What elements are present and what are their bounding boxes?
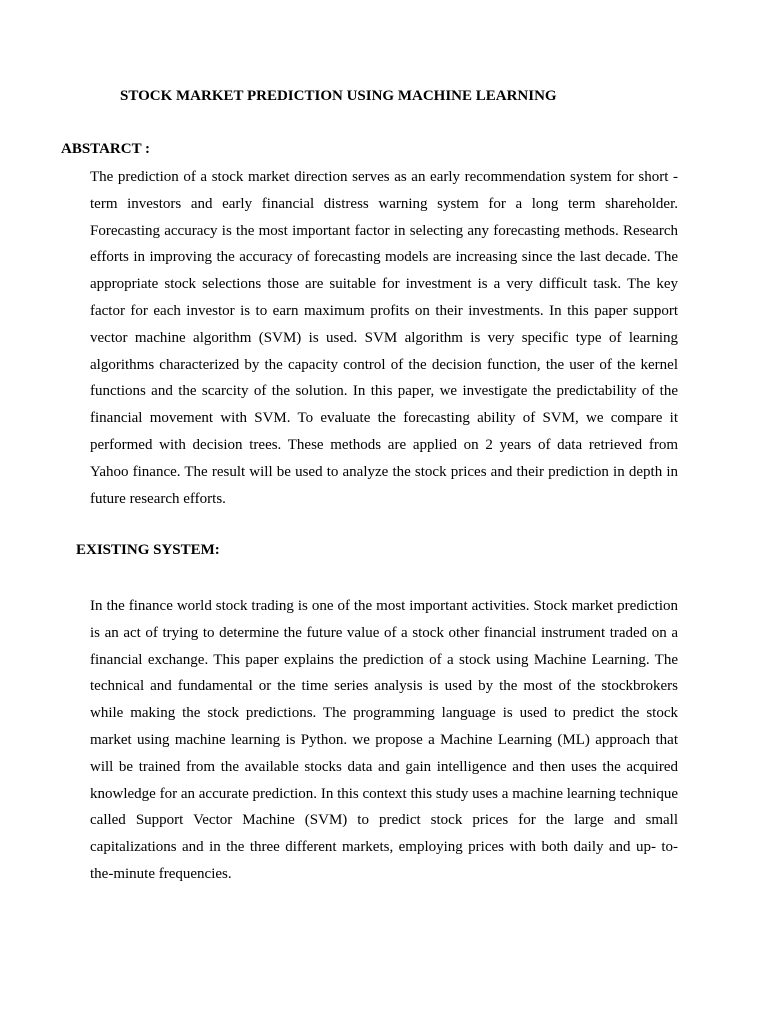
document-title: STOCK MARKET PREDICTION USING MACHINE LEARNING xyxy=(120,88,557,104)
abstract-paragraph: The prediction of a stock market direction serves as an early recommendation system for short - term investors and early financial distress warning system for a long term shareholder. Forecasting accuracy is the most important factor in selecting any forecasting methods. Research efforts in improving the accuracy of forecasting models are increasing since the last decade. The appropriate stock selections those are suitable for investment is a very difficult task. The key factor for each investor is to earn maximum profits on their investments. In this paper support vector machine algorithm (SVM) is used. SVM algorithm is very specific type of learning algorithms characterized by the capacity control of the decision function, the user of the kernel functions and the scarcity of the solution. In this paper, we investigate the predictability of the financial movement with SVM. To evaluate the forecasting ability of SVM, we compare it performed with decision trees. These methods are applied on 2 years of data retrieved from Yahoo finance. The result will be used to analyze the stock prices and their prediction in depth in future research efforts. xyxy=(90,169,678,507)
existing-system-heading: EXISTING SYSTEM: xyxy=(76,542,220,558)
existing-system-paragraph: In the finance world stock trading is one of the most important activities. Stock market prediction is an act of trying to determine the future value of a stock other financial instrument traded on a financial exchange. This paper explains the prediction of a stock using Machine Learning. The technical and fundamental or the time series analysis is used by the most of the stockbrokers while making the stock predictions. The programming language is used to predict the stock market using machine learning is Python. we propose a Machine Learning (ML) approach that will be trained from the available stocks data and gain intelligence and then uses the acquired knowledge for an accurate prediction. In this context this study uses a machine learning technique called Support Vector Machine (SVM) to predict stock prices for the large and small capitalizations and in the three different markets, employing prices with both daily and up- to-the-minute frequencies. xyxy=(90,598,678,882)
abstract-heading: ABSTARCT : xyxy=(61,141,151,157)
